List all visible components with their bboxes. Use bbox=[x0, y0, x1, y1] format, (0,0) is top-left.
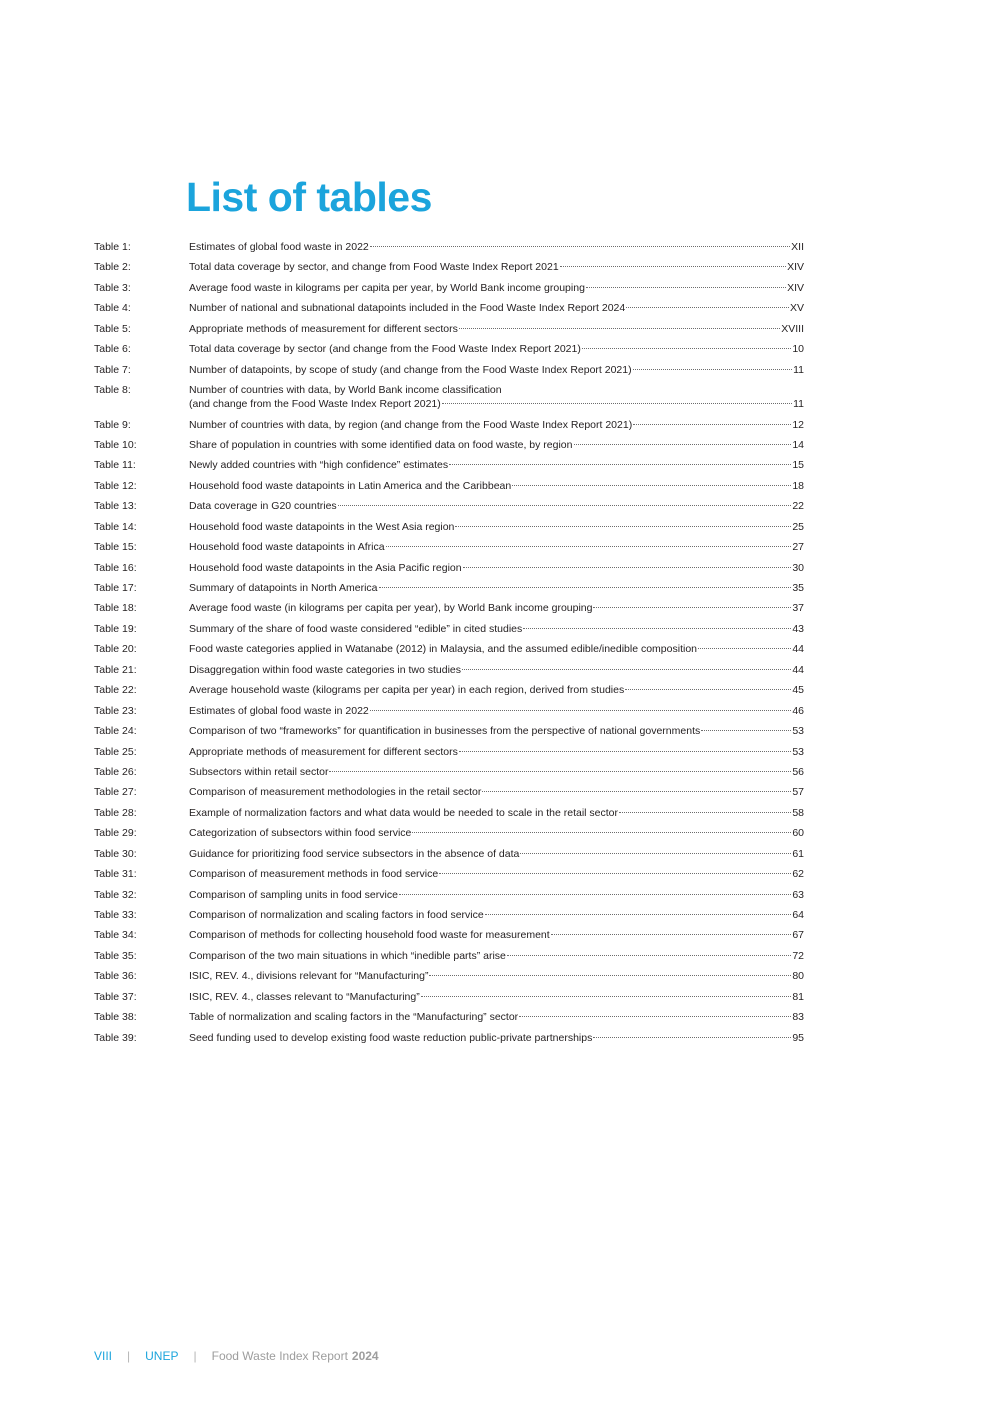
toc-entry-title: Comparison of measurement methods in food service bbox=[189, 868, 439, 881]
toc-entry-label: Table 20: bbox=[94, 643, 137, 656]
toc-entry-title: ISIC, REV. 4., divisions relevant for “Manufacturing” bbox=[189, 970, 429, 983]
toc-entry-label: Table 15: bbox=[94, 541, 137, 554]
toc-entry-title: Comparison of measurement methodologies in the retail sector bbox=[189, 786, 482, 799]
footer-separator: | bbox=[193, 1349, 197, 1363]
toc-entry-page-number: 25 bbox=[792, 520, 804, 533]
toc-entry-page-number: XII bbox=[791, 241, 804, 253]
toc-entry-title: Seed funding used to develop existing food waste reduction public-private partnerships bbox=[189, 1031, 593, 1044]
dot-leader bbox=[523, 627, 791, 629]
toc-entry[interactable] bbox=[94, 765, 804, 779]
dot-leader bbox=[379, 586, 792, 588]
toc-entry[interactable] bbox=[94, 683, 804, 697]
dot-leader bbox=[459, 750, 791, 752]
toc-entry[interactable] bbox=[94, 581, 804, 595]
toc-entry-title: Appropriate methods of measurement for different sectors bbox=[189, 322, 458, 335]
dot-leader bbox=[560, 265, 786, 267]
toc-entry[interactable] bbox=[94, 888, 804, 902]
toc-entry-page-number: 45 bbox=[792, 684, 804, 697]
toc-entry-label: Table 12: bbox=[94, 479, 137, 492]
toc-entry-page-number: 14 bbox=[792, 438, 804, 451]
dot-leader bbox=[582, 347, 791, 349]
toc-entry-title: Example of normalization factors and what data would be needed to scale in the retail sector bbox=[189, 806, 618, 819]
toc-entry-label: Table 2: bbox=[94, 261, 131, 274]
toc-entry-title: Guidance for prioritizing food service subsectors in the absence of data bbox=[189, 847, 520, 860]
toc-entry-page-number: 27 bbox=[792, 541, 804, 554]
toc-entry[interactable] bbox=[94, 499, 804, 513]
toc-entry-page-number: 46 bbox=[792, 704, 804, 717]
toc-entry[interactable] bbox=[94, 867, 804, 881]
footer-page-number: VIII bbox=[94, 1349, 113, 1363]
dot-leader bbox=[574, 443, 792, 445]
toc-entry[interactable] bbox=[94, 301, 804, 315]
toc-entry-label: Table 17: bbox=[94, 582, 137, 594]
page-footer bbox=[94, 1349, 379, 1363]
toc-entry-title-line1: Number of countries with data, by World Bank income classification bbox=[189, 384, 502, 397]
toc-entry[interactable] bbox=[94, 240, 804, 254]
toc-entry[interactable] bbox=[94, 1031, 804, 1045]
toc-entry-page-number: 80 bbox=[792, 970, 804, 983]
dot-leader bbox=[421, 995, 792, 997]
toc-entry-title: Summary of datapoints in North America bbox=[189, 582, 378, 594]
toc-entry-page-number: 30 bbox=[792, 561, 804, 574]
toc-entry-title: Comparison of normalization and scaling factors in food service bbox=[189, 909, 484, 921]
toc-entry[interactable] bbox=[94, 1010, 804, 1024]
toc-entry-title: Share of population in countries with some identified data on food waste, by region bbox=[189, 438, 573, 451]
toc-entry[interactable] bbox=[94, 601, 804, 615]
toc-entry-page-number: 10 bbox=[792, 343, 804, 356]
dot-leader bbox=[485, 913, 792, 915]
page-title: List of tables bbox=[186, 174, 432, 220]
toc-entry[interactable] bbox=[94, 724, 804, 738]
toc-entry-label: Table 11: bbox=[94, 459, 136, 472]
toc-entry-page-number: XIV bbox=[787, 261, 804, 274]
toc-entry-title: Appropriate methods of measurement for different sectors bbox=[189, 745, 458, 758]
toc-entry-label: Table 24: bbox=[94, 725, 137, 738]
dot-leader bbox=[462, 668, 791, 670]
dot-leader bbox=[507, 954, 791, 956]
footer-report-year: 2024 bbox=[351, 1349, 379, 1363]
toc-entry[interactable] bbox=[94, 969, 804, 983]
dot-leader bbox=[399, 893, 791, 895]
toc-entry-page-number: 44 bbox=[792, 643, 804, 656]
toc-entry-page-number: 56 bbox=[792, 765, 804, 778]
toc-entry[interactable] bbox=[94, 520, 804, 534]
toc-entry-label: Table 9: bbox=[94, 418, 131, 431]
toc-entry[interactable] bbox=[94, 342, 804, 356]
toc-entry-label: Table 6: bbox=[94, 343, 131, 356]
toc-entry-title: Comparison of two “frameworks” for quantification in businesses from the perspective of national governments bbox=[189, 725, 701, 738]
toc-entry-title: Estimates of global food waste in 2022 bbox=[189, 704, 369, 717]
toc-entry-page-number: 58 bbox=[792, 806, 804, 819]
dot-leader bbox=[512, 484, 791, 486]
toc-entry-label: Table 14: bbox=[94, 520, 137, 533]
toc-entry-label: Table 16: bbox=[94, 561, 137, 574]
toc-entry-label: Table 5: bbox=[94, 322, 131, 335]
toc-entry[interactable] bbox=[94, 561, 804, 575]
toc-entry-label: Table 28: bbox=[94, 806, 137, 819]
dot-leader bbox=[520, 852, 791, 854]
toc-entry-label: Table 30: bbox=[94, 847, 137, 860]
toc-entry[interactable] bbox=[94, 383, 804, 411]
dot-leader bbox=[593, 1036, 791, 1038]
toc-entry-title: Estimates of global food waste in 2022 bbox=[189, 241, 369, 253]
toc-entry-page-number: 12 bbox=[792, 418, 804, 431]
toc-entry-label: Table 13: bbox=[94, 500, 137, 513]
toc-entry[interactable] bbox=[94, 281, 804, 295]
toc-entry-label: Table 39: bbox=[94, 1031, 137, 1044]
toc-entry-title: Comparison of sampling units in food service bbox=[189, 888, 398, 901]
toc-entry-page-number: 11 bbox=[793, 363, 804, 376]
dot-leader bbox=[701, 729, 791, 731]
toc-entry-page-number: 95 bbox=[792, 1031, 804, 1044]
toc-entry-page-number: 81 bbox=[792, 990, 804, 1003]
toc-entry-title: Number of national and subnational datapoints included in the Food Waste Index Report 2024 bbox=[189, 302, 626, 315]
toc-entry-title: Summary of the share of food waste considered “edible” in cited studies bbox=[189, 622, 523, 635]
footer-publisher: UNEP bbox=[145, 1349, 179, 1363]
toc-entry-label: Table 18: bbox=[94, 602, 137, 615]
dot-leader bbox=[586, 286, 786, 288]
table-of-contents bbox=[94, 240, 804, 1051]
toc-entry[interactable] bbox=[94, 458, 804, 472]
toc-entry[interactable] bbox=[94, 806, 804, 820]
toc-entry-page-number: 72 bbox=[792, 949, 804, 962]
dot-leader bbox=[455, 525, 791, 527]
toc-entry-label: Table 25: bbox=[94, 745, 137, 758]
toc-entry[interactable] bbox=[94, 745, 804, 759]
toc-entry-page-number: 67 bbox=[792, 929, 804, 942]
toc-entry-page-number: 37 bbox=[792, 602, 804, 615]
dot-leader bbox=[459, 327, 780, 329]
dot-leader bbox=[412, 831, 791, 833]
toc-entry-page-number: 44 bbox=[792, 663, 804, 676]
toc-entry-label: Table 7: bbox=[94, 363, 131, 376]
toc-entry-label: Table 1: bbox=[94, 241, 131, 253]
toc-entry-page-number: 61 bbox=[792, 847, 804, 860]
toc-entry-label: Table 35: bbox=[94, 949, 137, 962]
toc-entry-page-number: XVIII bbox=[781, 322, 804, 335]
toc-entry[interactable] bbox=[94, 785, 804, 799]
dot-leader bbox=[625, 688, 791, 690]
footer-separator: | bbox=[127, 1349, 131, 1363]
toc-entry-label: Table 8: bbox=[94, 384, 131, 397]
toc-entry-label: Table 31: bbox=[94, 868, 137, 881]
dot-leader bbox=[429, 974, 791, 976]
toc-entry-label: Table 10: bbox=[94, 438, 137, 451]
toc-entry-title: Total data coverage by sector, and change from Food Waste Index Report 2021 bbox=[189, 261, 559, 274]
toc-entry-title: Average household waste (kilograms per capita per year) in each region, derived from studies bbox=[189, 684, 625, 697]
toc-entry-title: Number of countries with data, by region (and change from the Food Waste Index Report 2021) bbox=[189, 418, 633, 431]
toc-entry-title: Average food waste (in kilograms per capita per year), by World Bank income grouping bbox=[189, 602, 593, 615]
toc-entry-title: Household food waste datapoints in the Asia Pacific region bbox=[189, 561, 462, 574]
toc-entry[interactable] bbox=[94, 438, 804, 452]
toc-entry-label: Table 27: bbox=[94, 786, 137, 799]
toc-entry[interactable] bbox=[94, 363, 804, 377]
toc-entry-page-number: 11 bbox=[793, 398, 804, 411]
toc-entry-page-number: 15 bbox=[792, 459, 804, 472]
dot-leader bbox=[329, 770, 791, 772]
toc-entry-title: Categorization of subsectors within food service bbox=[189, 827, 412, 840]
toc-entry-title: ISIC, REV. 4., classes relevant to “Manufacturing” bbox=[189, 990, 420, 1003]
dot-leader bbox=[449, 463, 791, 465]
dot-leader bbox=[551, 933, 792, 935]
toc-entry-page-number: 43 bbox=[792, 622, 804, 635]
toc-entry-page-number: 60 bbox=[792, 827, 804, 840]
toc-entry[interactable] bbox=[94, 479, 804, 493]
dot-leader bbox=[442, 402, 792, 404]
toc-entry[interactable] bbox=[94, 928, 804, 942]
toc-entry-label: Table 22: bbox=[94, 684, 137, 697]
footer-report-title: Food Waste Index Report bbox=[211, 1349, 348, 1363]
toc-entry[interactable] bbox=[94, 990, 804, 1004]
toc-entry-title: Total data coverage by sector (and change from the Food Waste Index Report 2021) bbox=[189, 343, 581, 356]
toc-entry[interactable] bbox=[94, 642, 804, 656]
dot-leader bbox=[698, 647, 791, 649]
toc-entry-label: Table 36: bbox=[94, 970, 137, 983]
dot-leader bbox=[619, 811, 791, 813]
toc-entry-title: Table of normalization and scaling factors in the “Manufacturing” sector bbox=[189, 1011, 519, 1024]
toc-entry[interactable] bbox=[94, 847, 804, 861]
toc-entry-title: Number of datapoints, by scope of study (and change from the Food Waste Index Report 2021) bbox=[189, 363, 632, 376]
dot-leader bbox=[593, 606, 791, 608]
toc-entry-title: Newly added countries with “high confidence” estimates bbox=[189, 459, 449, 472]
dot-leader bbox=[439, 872, 791, 874]
dot-leader bbox=[633, 423, 791, 425]
dot-leader bbox=[386, 545, 792, 547]
toc-entry[interactable] bbox=[94, 418, 804, 432]
toc-entry-title: Comparison of the two main situations in which “inedible parts” arise bbox=[189, 949, 506, 962]
toc-entry-label: Table 29: bbox=[94, 827, 137, 840]
toc-entry[interactable] bbox=[94, 949, 804, 963]
toc-entry[interactable] bbox=[94, 322, 804, 336]
toc-entry-label: Table 32: bbox=[94, 888, 137, 901]
toc-entry-label: Table 34: bbox=[94, 929, 137, 942]
toc-entry-page-number: 57 bbox=[792, 786, 804, 799]
dot-leader bbox=[626, 306, 789, 308]
toc-entry-title: Average food waste in kilograms per capita per year, by World Bank income grouping bbox=[189, 281, 585, 294]
toc-entry-label: Table 19: bbox=[94, 622, 137, 635]
toc-entry-page-number: 18 bbox=[792, 479, 804, 492]
dot-leader bbox=[519, 1015, 791, 1017]
toc-entry[interactable] bbox=[94, 704, 804, 718]
toc-entry-title: Household food waste datapoints in the West Asia region bbox=[189, 520, 455, 533]
toc-entry-label: Table 37: bbox=[94, 990, 137, 1003]
toc-entry-page-number: 35 bbox=[792, 582, 804, 594]
toc-entry[interactable] bbox=[94, 826, 804, 840]
toc-entry-title: Data coverage in G20 countries bbox=[189, 500, 337, 513]
dot-leader bbox=[338, 504, 792, 506]
toc-entry-page-number: 22 bbox=[792, 500, 804, 513]
toc-entry-title: Household food waste datapoints in Africa bbox=[189, 541, 385, 554]
toc-entry-page-number: 83 bbox=[792, 1011, 804, 1024]
toc-entry-title: Household food waste datapoints in Latin America and the Caribbean bbox=[189, 479, 512, 492]
dot-leader bbox=[370, 709, 792, 711]
dot-leader bbox=[633, 368, 792, 370]
toc-entry-page-number: 63 bbox=[792, 888, 804, 901]
toc-entry-page-number: 53 bbox=[792, 745, 804, 758]
toc-entry-label: Table 4: bbox=[94, 302, 131, 315]
toc-entry-page-number: 62 bbox=[792, 868, 804, 881]
toc-entry-page-number: 53 bbox=[792, 725, 804, 738]
toc-entry-label: Table 38: bbox=[94, 1011, 137, 1024]
dot-leader bbox=[482, 790, 791, 792]
toc-entry-title: Comparison of methods for collecting household food waste for measurement bbox=[189, 929, 550, 942]
toc-entry-page-number: XIV bbox=[787, 281, 804, 294]
toc-entry[interactable] bbox=[94, 260, 804, 274]
toc-entry[interactable] bbox=[94, 540, 804, 554]
dot-leader bbox=[370, 245, 790, 247]
toc-entry[interactable] bbox=[94, 622, 804, 636]
toc-entry-label: Table 21: bbox=[94, 663, 137, 676]
toc-entry-title: (and change from the Food Waste Index Report 2021) bbox=[189, 398, 441, 411]
toc-entry-title: Food waste categories applied in Watanabe (2012) in Malaysia, and the assumed edible/inedible composition bbox=[189, 643, 697, 656]
toc-entry-label: Table 26: bbox=[94, 765, 137, 778]
toc-entry-label: Table 23: bbox=[94, 704, 137, 717]
toc-entry-label: Table 3: bbox=[94, 281, 131, 294]
toc-entry-page-number: 64 bbox=[792, 909, 804, 921]
dot-leader bbox=[463, 566, 792, 568]
toc-entry-title: Subsectors within retail sector bbox=[189, 765, 329, 778]
toc-entry[interactable] bbox=[94, 908, 804, 922]
toc-entry-label: Table 33: bbox=[94, 909, 137, 921]
toc-entry-title: Disaggregation within food waste categories in two studies bbox=[189, 663, 461, 676]
toc-entry-page-number: XV bbox=[789, 302, 804, 315]
toc-entry[interactable] bbox=[94, 663, 804, 677]
